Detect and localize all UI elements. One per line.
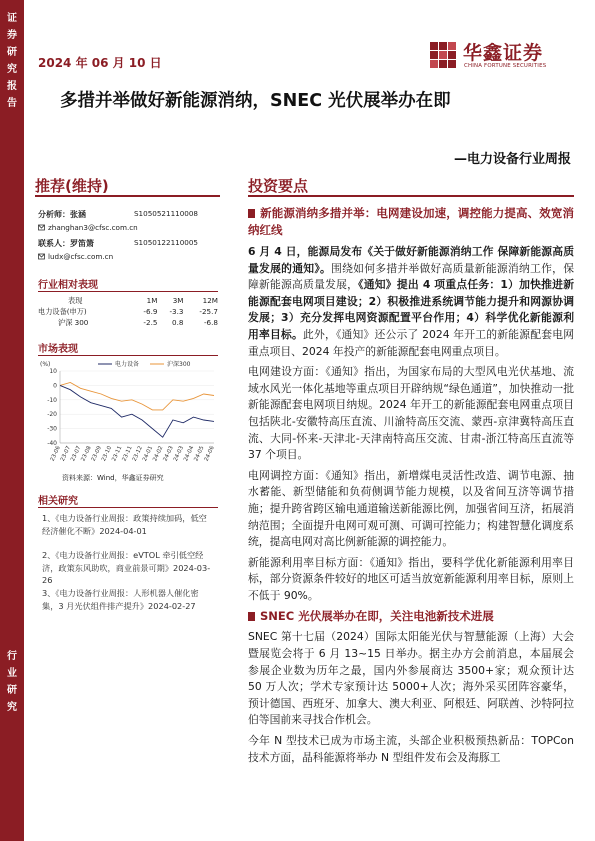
x-tick-label: 23-11 bbox=[121, 445, 134, 463]
sidebar-top-label: 证 券 研 究 报 告 bbox=[7, 13, 17, 109]
related-divider bbox=[38, 507, 218, 508]
table-header-cell: 1M bbox=[146, 296, 158, 305]
table-row bbox=[38, 306, 218, 317]
x-tick-label: 23-11 bbox=[111, 445, 124, 463]
related-item[interactable]: 1、《电力设备行业周报：政策持续加码，低空经济催化不断》2024-04-01 bbox=[42, 513, 207, 536]
y-tick-label: 0 bbox=[53, 382, 57, 390]
analyst-role: 分析师： bbox=[38, 210, 70, 219]
para-text: 围绕如何多措并举做好高质量新能源消纳工作，保障新能源高质量发展， bbox=[248, 261, 574, 292]
company-logo bbox=[428, 40, 578, 74]
table-cell: 0.8 bbox=[172, 318, 184, 327]
section1-paragraph2: 电网建设方面：《通知》指出，为国家布局的大型风电光伏基地、流域水风光一体化基地等重点项目开辟纳规“绿色通道”，加快推动一批新能源配套电网项目纳规。2024 年开工的新能源配套电网重点项目包括陕北-安徽特高压直流、川渝特高压交流、蒙西-京津冀特高压直流、大同-怀来-天津北-天津南特高压交流、甘肃-浙江特高压直流等 37 个项目。 bbox=[248, 365, 574, 462]
section2-paragraph1: SNEC 第十七届（2024）国际太阳能光伏与智慧能源（上海）大会暨展览会将于 6 月 13~15 日举办。据主办方会前消息，本届展会参展企业数为历年之最，国内外参展商达 3500+家；观众预计达 50 万人次；学术专家预计达 5000+人次；海外采买团阵容豪华，预计德国、西班牙、加拿大、澳大利亚、阿根廷、阿联酋、沙特阿拉伯等国前来寻找合作机会。 bbox=[248, 630, 574, 727]
x-tick-label: 23-07 bbox=[70, 445, 83, 463]
x-tick-label: 23-06 bbox=[49, 445, 62, 463]
table-header-cell: 3M bbox=[172, 296, 184, 305]
legend-label: 沪深300 bbox=[167, 361, 191, 368]
table-cell: -25.7 bbox=[199, 307, 218, 316]
analyst-row bbox=[38, 209, 218, 220]
x-tick-label: 23-12 bbox=[131, 445, 144, 463]
x-tick-label: 23-08 bbox=[80, 445, 93, 463]
section1-paragraph4: 新能源利用率目标方面：《通知》指出，要科学优化新能源利用率目标，部分资源条件较好的地区可适当放宽新能源利用率目标，原则上不低于 90%。 bbox=[248, 555, 574, 602]
x-tick-label: 24-01 bbox=[142, 445, 155, 463]
report-date: 2024 年 06 月 10 日 bbox=[38, 56, 162, 70]
email-icon bbox=[38, 253, 45, 260]
section1-paragraph1 bbox=[248, 244, 574, 360]
bullet-square-icon bbox=[248, 612, 255, 621]
y-tick-label: 10 bbox=[49, 368, 57, 375]
section2-paragraph2: 今年 N 型技术已成为市场主流，头部企业积极预热新品：TOPCon 技术方面，晶科能源将举办 N 型组件发布会及海豚工 bbox=[248, 734, 574, 764]
table-header-row bbox=[38, 295, 218, 306]
logo-english-name: CHINA FORTUNE SECURITIES bbox=[464, 63, 547, 69]
series-line-hs300 bbox=[60, 383, 214, 410]
table-cell: 沪深 300 bbox=[58, 317, 89, 327]
table-cell: -6.9 bbox=[143, 307, 158, 316]
x-tick-label: 24-03 bbox=[162, 445, 175, 463]
x-tick-label: 24-05 bbox=[193, 445, 206, 463]
related-item[interactable]: 3、《电力设备行业周报：人形机器人催化密集，3 月光伏组件排产提升》2024-02-27 bbox=[42, 588, 199, 611]
y-tick-label: -10 bbox=[47, 396, 57, 404]
analyst-cert: S1050521110008 bbox=[134, 209, 199, 218]
market-divider bbox=[38, 355, 218, 356]
table-cell: 电力设备(申万) bbox=[38, 306, 87, 316]
sidebar-bottom-label: 行 业 研 究 bbox=[7, 651, 17, 713]
points-divider bbox=[248, 195, 574, 197]
chart-source: 资料来源：Wind，华鑫证券研究 bbox=[62, 474, 164, 482]
x-tick-label: 24-02 bbox=[152, 445, 165, 463]
market-performance-chart bbox=[38, 357, 218, 477]
performance-table bbox=[38, 295, 218, 328]
section1-title bbox=[248, 205, 574, 239]
section2-title bbox=[248, 608, 574, 625]
table-header-cell: 12M bbox=[202, 296, 218, 305]
contact-email-row bbox=[38, 252, 218, 261]
section1-title-text: 新能源消纳多措并举：电网建设加速，调控能力提高、效宽消纳红线 bbox=[248, 206, 574, 237]
table-row bbox=[38, 317, 218, 328]
x-tick-label: 24-04 bbox=[183, 445, 196, 463]
investment-points-heading: 投资要点 bbox=[248, 177, 309, 195]
para-bold: 6 月 4 日，能源局发布《关于做好新能源消纳工作 保障新能源高质量发展的通知》。 bbox=[248, 245, 574, 275]
y-tick-label: -20 bbox=[47, 411, 57, 419]
analyst-email[interactable]: zhanghan3@cfsc.com.cn bbox=[48, 223, 138, 232]
table-cell: -2.5 bbox=[143, 318, 158, 327]
market-heading: 市场表现 bbox=[38, 344, 78, 355]
performance-divider bbox=[38, 291, 218, 292]
logo-chinese-name: 华鑫证券 bbox=[463, 42, 544, 64]
x-tick-label: 23-09 bbox=[90, 445, 103, 463]
y-tick-label: -30 bbox=[47, 425, 57, 433]
y-unit-label: (%) bbox=[40, 361, 51, 368]
analyst-email-row bbox=[38, 223, 218, 232]
x-tick-label: 23-07 bbox=[59, 445, 73, 463]
investment-points-body bbox=[248, 205, 574, 766]
logo-mark-icon bbox=[428, 40, 458, 70]
table-header-cell: 表现 bbox=[68, 295, 83, 305]
section2-title-text: SNEC 光伏展举办在即，关注电池新技术进展 bbox=[260, 609, 494, 624]
contact-email[interactable]: ludx@cfsc.com.cn bbox=[48, 252, 114, 261]
para-text: 此外，《通知》还公示了 2024 年开工的新能源配套电网重点项目、2024 年投产的新能源配套电网重点项目。 bbox=[248, 327, 574, 358]
x-tick-label: 24-03 bbox=[172, 445, 186, 463]
series-line-power-equipment bbox=[60, 385, 214, 437]
related-item[interactable]: 2、《电力设备行业周报：eVTOL 牵引低空经济，政策东风助吹，商业前景可期》2024-03-26 bbox=[42, 550, 211, 585]
bullet-square-icon bbox=[248, 209, 255, 218]
related-heading: 相关研究 bbox=[38, 496, 78, 507]
x-tick-label: 23-10 bbox=[100, 445, 114, 463]
legend-label: 电力设备 bbox=[115, 361, 140, 368]
report-subtitle: —电力设备行业周报 bbox=[453, 152, 571, 167]
analyst-name: 张涵 bbox=[70, 210, 86, 219]
section1-paragraph3: 电网调控方面：《通知》指出，新增煤电灵活性改造、调节电源、抽水蓄能、新型储能和负荷侧调节能力规模，以及省间互济等调节措施；提升跨省跨区输电通道输送新能源比例，加强省间互济，拓展消纳范围；全面提升电网可观可测、可调可控能力；构建智慧化调度系统，提高电网对高比例新能源的调控能力。 bbox=[248, 468, 574, 549]
report-title: 多措并举做好新能源消纳，SNEC 光伏展举办在即 bbox=[60, 91, 451, 111]
table-cell: -6.8 bbox=[203, 318, 218, 327]
email-icon bbox=[38, 224, 45, 231]
contact-cert: S1050122110005 bbox=[134, 238, 199, 247]
para-bold: 《通知》提出 4 项重点任务：1）加快推进新能源配套电网项目建设；2）积极推进系统调节能力提升和网源协调发展；3）充分发挥电网资源配置平台作用；4）科学优化新能源利用率目标。 bbox=[248, 278, 574, 341]
x-tick-label: 24-06 bbox=[203, 445, 216, 463]
contact-role: 联系人： bbox=[38, 239, 70, 248]
y-tick-label: -40 bbox=[47, 440, 57, 447]
table-cell: -3.3 bbox=[169, 307, 184, 316]
performance-heading: 行业相对表现 bbox=[38, 280, 98, 291]
rating-heading: 推荐(维持) bbox=[35, 177, 109, 195]
contact-name: 罗笛箫 bbox=[70, 239, 94, 248]
contact-row bbox=[38, 238, 218, 249]
